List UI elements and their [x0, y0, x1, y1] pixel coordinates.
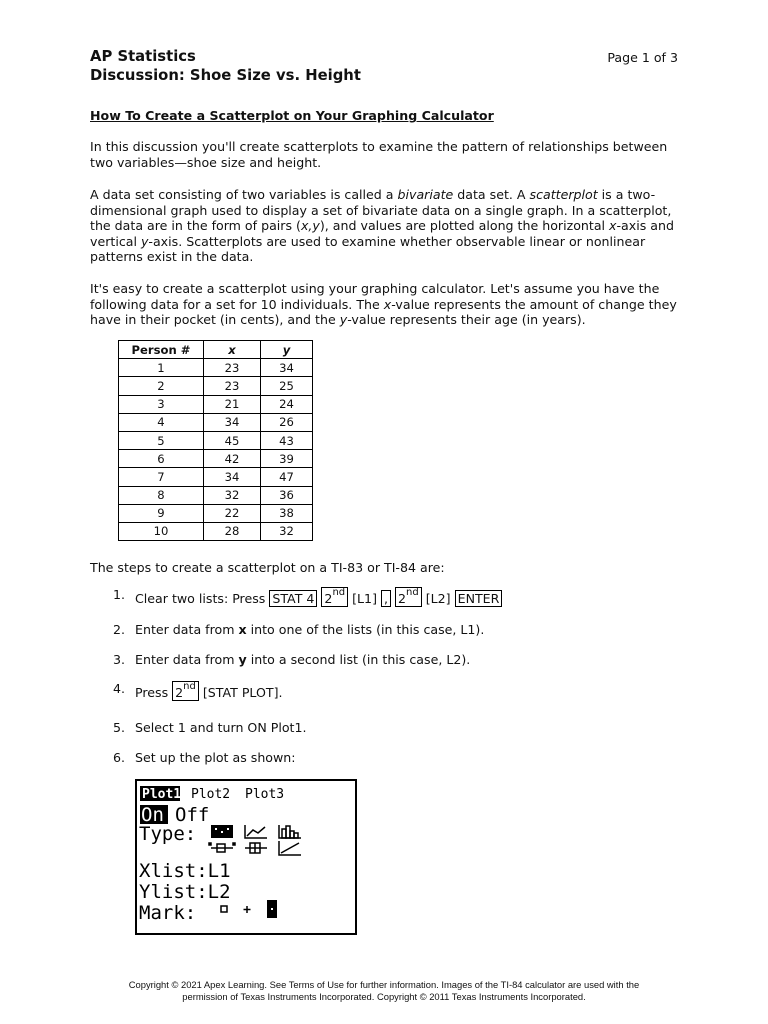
footer-line-2: permission of Texas Instruments Incorporated. Copyright © 2011 Texas Instruments Incorporated.: [182, 991, 586, 1002]
table-row: [119, 450, 313, 468]
plot3-label: Plot3: [245, 787, 285, 802]
section-heading: How To Create a Scatterplot on Your Graphing Calculator: [90, 108, 494, 123]
step-number: 3.: [113, 652, 126, 667]
cell-y: 25: [261, 377, 313, 395]
step-bold: y: [238, 652, 247, 667]
on-label: On: [141, 804, 164, 826]
step-item: [90, 720, 307, 735]
box-mark-icon: [221, 906, 227, 912]
ylist-line: Ylist:L2: [139, 881, 231, 903]
cell-y: 24: [261, 395, 313, 413]
cell-y: 34: [261, 359, 313, 377]
table-header-row: [119, 341, 313, 359]
histogram-type-icon: [279, 825, 301, 838]
step-item: [90, 622, 484, 637]
discussion-title: Discussion: Shoe Size vs. Height: [90, 67, 361, 84]
off-label: Off: [175, 804, 210, 826]
boxplot-type-icon: [245, 843, 267, 853]
cell-y: 43: [261, 431, 313, 449]
normprob-type-icon: [279, 841, 301, 855]
modboxplot-type-icon: [209, 843, 235, 852]
table-row: [119, 468, 313, 486]
step-bold: x: [238, 622, 247, 637]
cell-y: 26: [261, 413, 313, 431]
cell-x: 23: [204, 359, 261, 377]
cell-x: 34: [204, 468, 261, 486]
calculator-screen-svg: [137, 781, 355, 933]
cell-person: 3: [119, 395, 204, 413]
step-text: Clear two lists: Press: [135, 591, 270, 607]
step-item: [90, 587, 502, 607]
cell-x: 21: [204, 395, 261, 413]
plot2-label: Plot2: [191, 787, 231, 802]
xlist-line: Xlist:L1: [139, 860, 231, 882]
table-row: [119, 359, 313, 377]
copyright-footer: [100, 979, 668, 1003]
table-row: [119, 395, 313, 413]
steps-intro: The steps to create a scatterplot on a TI-83 or TI-84 are:: [90, 560, 445, 575]
step-text: [L2]: [421, 591, 455, 607]
table-row: [119, 431, 313, 449]
step-number: 2.: [113, 622, 126, 637]
course-name: AP Statistics: [90, 48, 196, 65]
cell-x: 23: [204, 377, 261, 395]
step-text: Press: [135, 685, 173, 701]
cell-x: 32: [204, 486, 261, 504]
cell-person: 8: [119, 486, 204, 504]
calculator-screen: [135, 779, 357, 935]
table-row: [119, 504, 313, 522]
cell-person: 2: [119, 377, 204, 395]
key-stat4: STAT 4: [269, 590, 317, 607]
cell-person: 9: [119, 504, 204, 522]
document-title-block: [90, 47, 361, 85]
header-x: x: [204, 341, 261, 359]
cell-person: 10: [119, 522, 204, 540]
step-text: [L1]: [348, 591, 381, 607]
step-item: [90, 681, 283, 701]
cell-x: 34: [204, 413, 261, 431]
cell-person: 4: [119, 413, 204, 431]
step-text: [STAT PLOT].: [198, 685, 283, 701]
data-description-paragraph: It's easy to create a scatterplot using your graphing calculator. Let's assume you have the following data for a set for 10 individuals. The x-value represents the amount of change they have in their pocket (in cents), and the y-value represents their age (in years).: [90, 281, 677, 328]
step-number: 5.: [113, 720, 126, 735]
plus-mark-icon: [244, 906, 251, 913]
cell-person: 6: [119, 450, 204, 468]
cell-y: 38: [261, 504, 313, 522]
table-row: [119, 522, 313, 540]
key-2nd: 2nd: [321, 587, 348, 607]
table-row: [119, 377, 313, 395]
header-y: y: [261, 341, 313, 359]
data-table: [118, 340, 313, 541]
cell-x: 28: [204, 522, 261, 540]
step-text: Enter data from: [135, 652, 239, 667]
footer-line-1: Copyright © 2021 Apex Learning. See Terms of Use for further information. Images of the TI-84 calculator are used with the: [128, 979, 640, 990]
step-item: [90, 652, 470, 667]
key-comma: ,: [381, 590, 391, 607]
xyline-type-icon: [245, 825, 267, 838]
mark-label: Mark:: [139, 902, 197, 924]
key-2nd: 2nd: [172, 681, 199, 701]
intro-paragraph: In this discussion you'll create scatterplots to examine the pattern of relationships between two variables—shoe size and height.: [90, 139, 668, 170]
cell-y: 47: [261, 468, 313, 486]
step-text: Select 1 and turn ON Plot1.: [135, 720, 307, 735]
cell-x: 22: [204, 504, 261, 522]
cell-y: 39: [261, 450, 313, 468]
key-enter: ENTER: [455, 590, 503, 607]
key-2nd: 2nd: [395, 587, 422, 607]
step-text: Enter data from: [135, 622, 239, 637]
header-person: Person #: [119, 341, 204, 359]
step-text: into one of the lists (in this case, L1).: [246, 622, 485, 637]
step-item: [90, 750, 296, 765]
cell-y: 32: [261, 522, 313, 540]
page-number: Page 1 of 3: [607, 50, 678, 65]
plot1-label: Plot1: [142, 787, 182, 802]
cell-y: 36: [261, 486, 313, 504]
cell-person: 5: [119, 431, 204, 449]
table-row: [119, 413, 313, 431]
step-number: 6.: [113, 750, 126, 765]
type-label: Type:: [139, 823, 197, 845]
cell-person: 7: [119, 468, 204, 486]
step-number: 4.: [113, 681, 126, 696]
table-row: [119, 486, 313, 504]
step-text: into a second list (in this case, L2).: [246, 652, 471, 667]
step-number: 1.: [113, 587, 126, 602]
cell-x: 42: [204, 450, 261, 468]
step-text: Set up the plot as shown:: [135, 750, 296, 765]
cell-person: 1: [119, 359, 204, 377]
bivariate-paragraph: A data set consisting of two variables is called a bivariate data set. A scatterplot is a two-dimensional graph used to display a set of bivariate data on a single graph. In a scatterplot, the data are in the form of pairs (x,y), and values are plotted along the horizontal x-axis and vertical y-axis. Scatterplots are used to examine whether observable linear or nonlinear patterns exist in the data.: [90, 187, 674, 265]
cell-x: 45: [204, 431, 261, 449]
